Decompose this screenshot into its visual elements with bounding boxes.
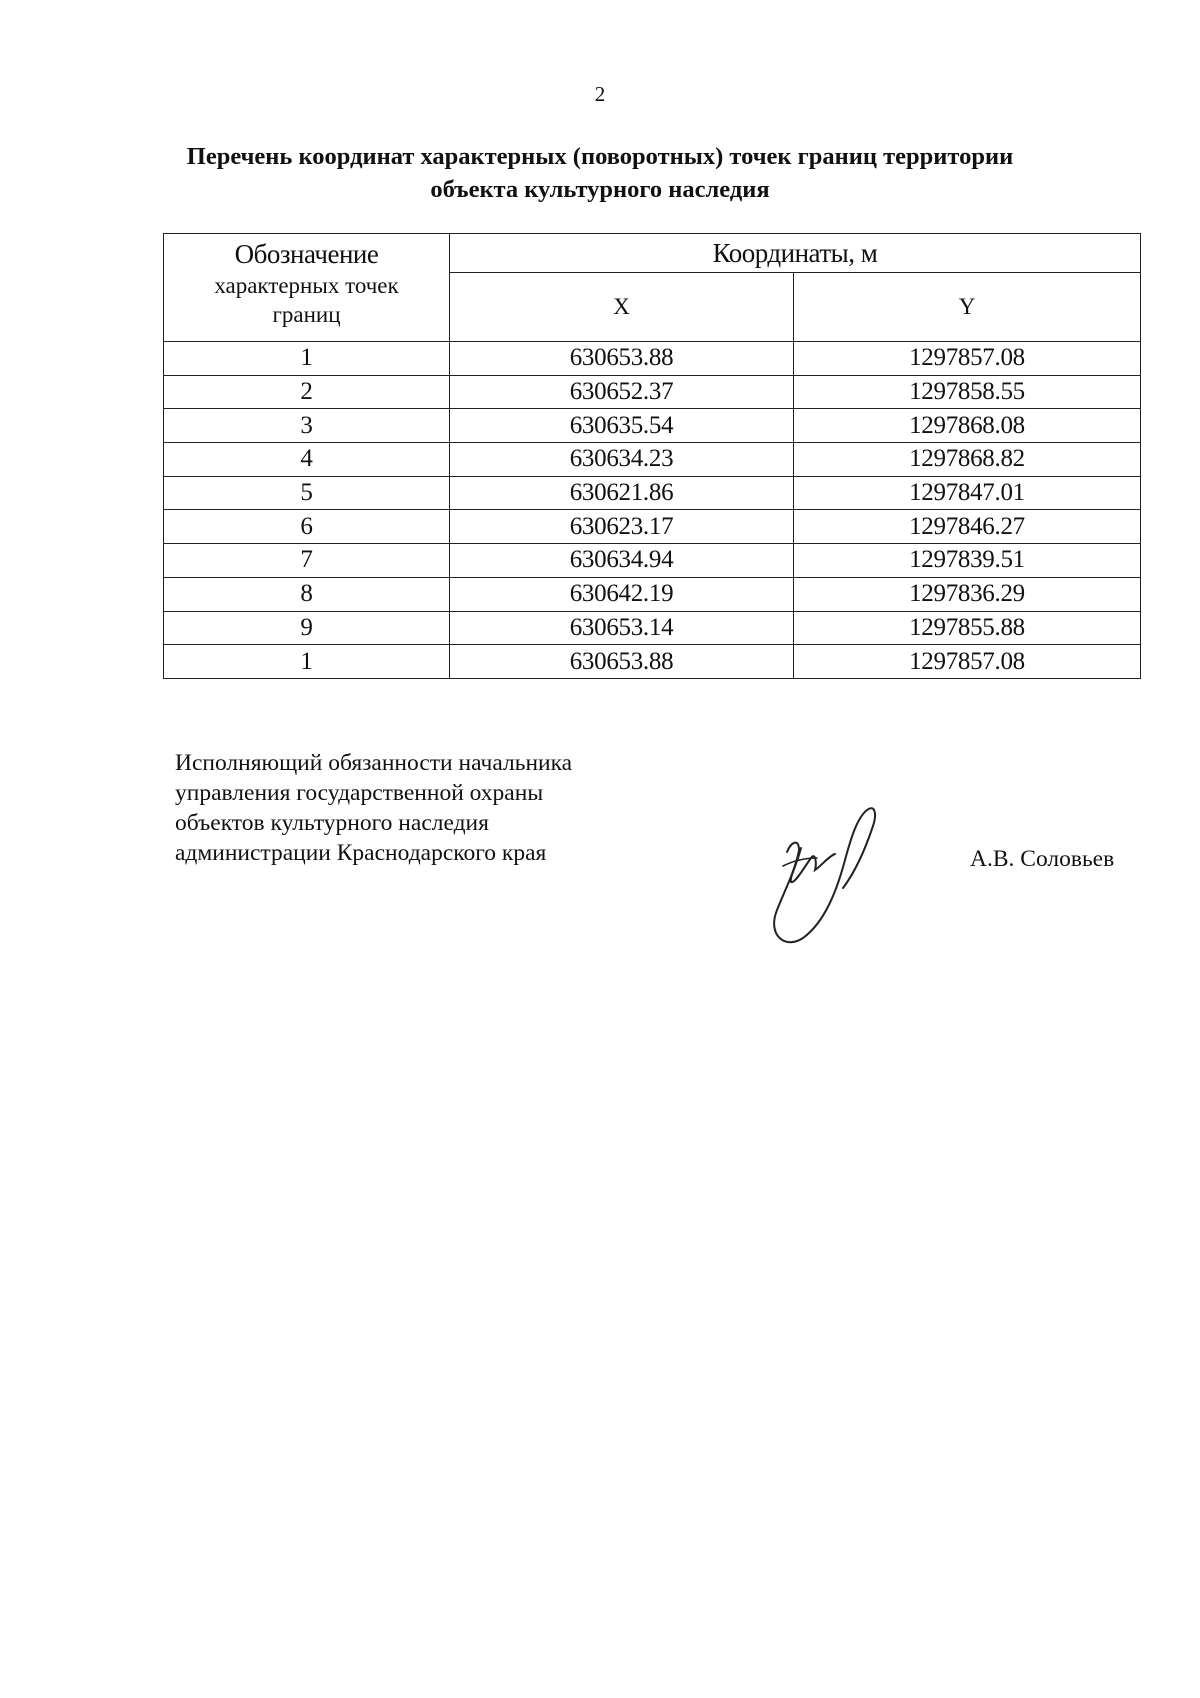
handwritten-signature: [765, 800, 885, 950]
header-point-designation: [164, 234, 450, 342]
cell-x: 630653.88: [450, 342, 794, 376]
cell-point: 7: [164, 544, 450, 578]
position-line: администрации Краснодарского края: [175, 840, 547, 866]
page-number: 2: [594, 82, 606, 106]
cell-x: 630635.54: [450, 409, 794, 443]
table-row: [164, 375, 1141, 409]
cell-y: 1297857.08: [794, 342, 1141, 376]
table-row: [164, 409, 1141, 443]
header-coordinates: Координаты, м: [450, 234, 1141, 273]
cell-y: 1297855.88: [794, 611, 1141, 645]
header-point-line: границ: [272, 302, 341, 327]
cell-y: 1297839.51: [794, 544, 1141, 578]
coordinates-table: [163, 233, 1141, 679]
header-point-line: характерных точек: [214, 273, 399, 298]
cell-point: 4: [164, 443, 450, 477]
cell-x: 630621.86: [450, 476, 794, 510]
document-title: [140, 140, 1060, 206]
cell-x: 630642.19: [450, 577, 794, 611]
table-row: [164, 611, 1141, 645]
cell-y: 1297858.55: [794, 375, 1141, 409]
table-row: [164, 476, 1141, 510]
cell-y: 1297847.01: [794, 476, 1141, 510]
cell-y: 1297868.82: [794, 443, 1141, 477]
cell-point: 3: [164, 409, 450, 443]
cell-x: 630653.88: [450, 645, 794, 679]
cell-point: 5: [164, 476, 450, 510]
cell-x: 630623.17: [450, 510, 794, 544]
title-line: объекта культурного наследия: [430, 176, 770, 203]
title-line: Перечень координат характерных (поворотных) точек границ территории: [186, 143, 1014, 170]
cell-x: 630634.94: [450, 544, 794, 578]
cell-y: 1297846.27: [794, 510, 1141, 544]
position-line: объектов культурного наследия: [175, 810, 489, 836]
cell-point: 1: [164, 342, 450, 376]
table-row: [164, 510, 1141, 544]
signer-position: [175, 748, 572, 868]
cell-point: 8: [164, 577, 450, 611]
position-line: управления государственной охраны: [175, 780, 544, 806]
cell-point: 6: [164, 510, 450, 544]
cell-point: 1: [164, 645, 450, 679]
table-row: [164, 544, 1141, 578]
table-row: [164, 645, 1141, 679]
cell-y: 1297868.08: [794, 409, 1141, 443]
header-point-line: Обозначение: [234, 239, 379, 269]
cell-x: 630634.23: [450, 443, 794, 477]
signer-name: А.В. Соловьев: [970, 846, 1115, 872]
table-row: [164, 342, 1141, 376]
header-x: X: [450, 273, 794, 342]
cell-x: 630653.14: [450, 611, 794, 645]
table-row: [164, 443, 1141, 477]
header-y: Y: [794, 273, 1141, 342]
cell-point: 2: [164, 375, 450, 409]
cell-point: 9: [164, 611, 450, 645]
cell-y: 1297857.08: [794, 645, 1141, 679]
cell-x: 630652.37: [450, 375, 794, 409]
position-line: Исполняющий обязанности начальника: [175, 750, 573, 776]
cell-y: 1297836.29: [794, 577, 1141, 611]
table-row: [164, 577, 1141, 611]
